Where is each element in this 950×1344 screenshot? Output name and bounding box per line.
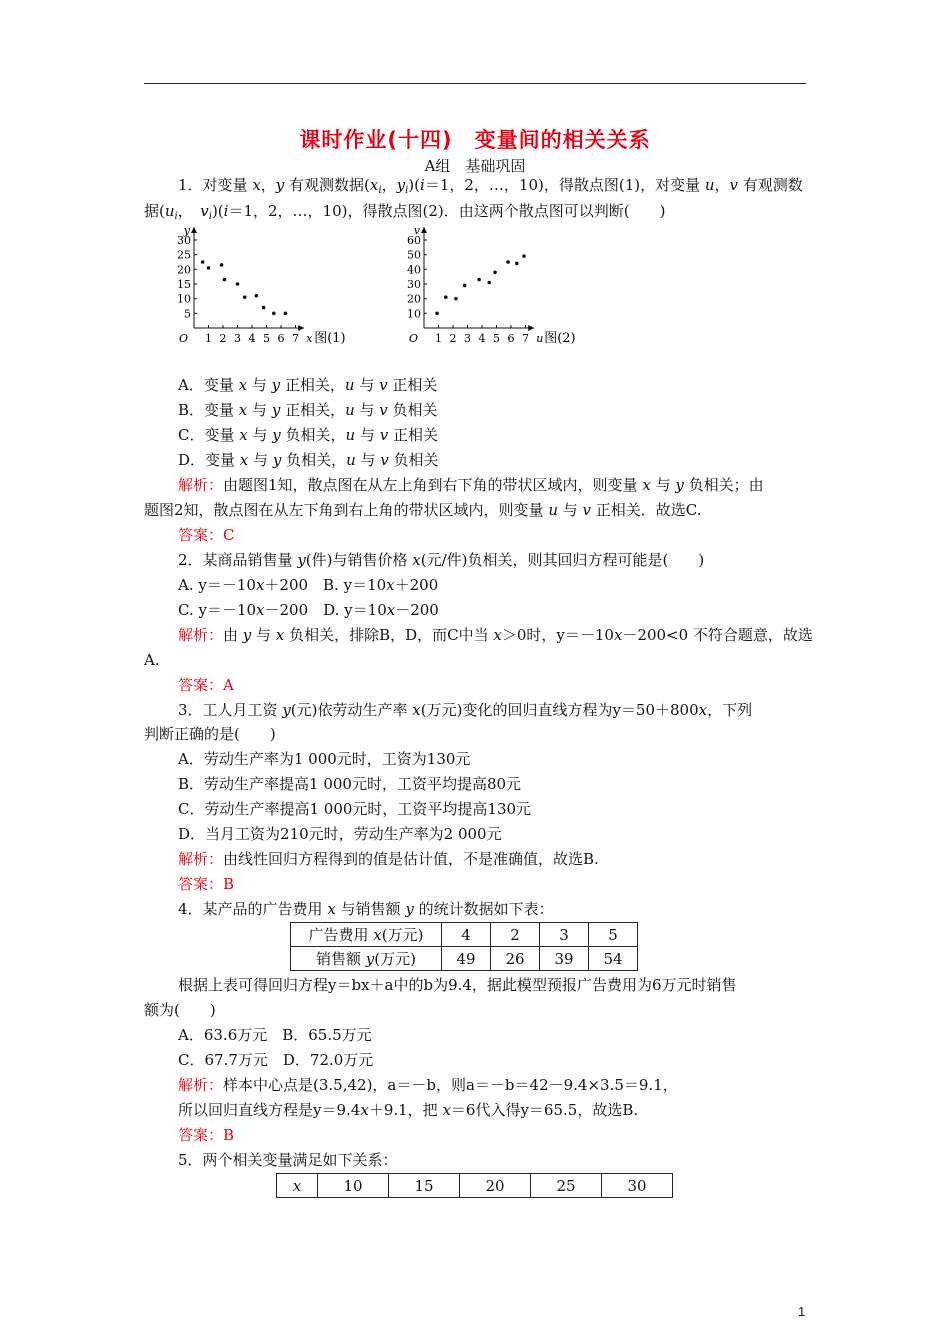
x-axis-label: u: [536, 332, 544, 345]
table-header-cell: 广告费用 x(万元): [291, 923, 442, 947]
q1-stem-line1: 1．对变量 x，y 有观测数据($x_i$，$y_i)(i=1$，2，…，10)，得散点图(1)，对变量 u，v 有观测数: [178, 176, 803, 196]
q4-continuation-line1: 根据上表可得回归方程y＝bx＋a中的b为9.4，据此模型预报广告费用为6万元时销售: [178, 976, 737, 994]
q1-option-d: D．变量 x 与 y 负相关，u 与 v 负相关: [178, 451, 439, 469]
header-rule: [144, 83, 806, 84]
table-cell: 26: [491, 947, 540, 971]
table-cell: 25: [531, 1174, 602, 1198]
q2-stem: 2．某商品销售量 y(件)与销售价格 x(元/件)负相关，则其回归方程可能是( ): [178, 551, 705, 569]
table-cell: 20: [460, 1174, 531, 1198]
data-point: [272, 312, 276, 316]
q1-analysis-line1: 解析：由题图1知，散点图在从左上角到右下角的带状区域内，则变量 x 与 y 负相关；由: [178, 476, 764, 494]
q5-data-table: [276, 1173, 673, 1198]
y-tick-label: 30: [177, 234, 191, 247]
q3-analysis: 解析：由线性回归方程得到的值是估计值，不是准确值，故选B.: [178, 850, 599, 868]
y-tick-label: 20: [407, 292, 421, 306]
data-point: [506, 260, 510, 264]
y-axis-label: y: [183, 224, 190, 237]
data-point: [444, 295, 448, 299]
chart-title: 图(1): [314, 331, 346, 346]
q2-options-cd: C. y＝－10x－200 D. y＝10x－200: [178, 601, 439, 619]
x-tick-label: 1: [205, 332, 212, 345]
q5-stem: 5．两个相关变量满足如下关系：: [178, 1151, 398, 1169]
q4-answer: 答案：B: [178, 1126, 235, 1144]
page-number: 1: [798, 1304, 806, 1319]
table-cell: 39: [540, 947, 589, 971]
table-cell: 4: [442, 923, 491, 947]
y-tick-label: 30: [407, 278, 421, 291]
y-tick-label: 20: [177, 263, 191, 277]
data-point: [262, 306, 266, 310]
x-tick-label: 3: [464, 332, 471, 345]
q1-stem-line2: 据($u_i$， $v_i)(i=1$，2，…，10)，得散点图(2)．由这两个散点图可以判断( ): [144, 202, 666, 222]
q4-continuation-line2: 额为( ): [144, 1001, 216, 1019]
table-cell: 54: [589, 947, 638, 971]
x-axis-arrow: [528, 325, 534, 331]
data-point: [487, 281, 491, 285]
x-tick-label: 6: [507, 332, 515, 345]
data-point: [223, 278, 227, 282]
data-point: [515, 262, 519, 266]
y-tick-label: 25: [177, 248, 191, 262]
table-cell: 10: [318, 1174, 389, 1198]
x-tick-label: 3: [234, 332, 241, 345]
table-header-cell: x: [277, 1174, 318, 1198]
q2-options-ab: A. y＝－10x＋200 B. y＝10x＋200: [178, 576, 439, 594]
q3-option-d: D．当月工资为210元时，劳动生产率为2 000元: [178, 825, 502, 843]
data-point: [207, 266, 211, 270]
q3-option-a: A．劳动生产率为1 000元时，工资为130元: [178, 750, 471, 768]
x-tick-label: 6: [277, 332, 285, 345]
origin-label: O: [408, 332, 418, 345]
q4-analysis-line1: 解析：样本中心点是(3.5,42)，a＝－b，则a＝－b＝42－9.4×3.5＝9.1，: [178, 1076, 678, 1094]
data-point: [463, 284, 467, 288]
y-tick-label: 15: [177, 278, 191, 291]
q1-analysis-line2: 题图2知，散点图在从左下角到右上角的带状区域内，则变量 u 与 v 正相关．故选C.: [144, 501, 702, 519]
q4-options-ab: A．63.6万元 B．65.5万元: [178, 1026, 372, 1044]
x-tick-label: 5: [493, 332, 500, 345]
scatter-plot-2: [398, 224, 598, 352]
data-point: [522, 254, 526, 258]
group-heading: A组 基础巩固: [424, 157, 526, 175]
q4-analysis-line2: 所以回归直线方程是y＝9.4x＋9.1，把 x＝6代入得y＝65.5，故选B.: [178, 1101, 639, 1119]
data-point: [435, 312, 439, 316]
x-tick-label: 2: [449, 332, 457, 345]
q3-answer: 答案：B: [178, 875, 235, 893]
y-axis-arrow: [421, 227, 427, 233]
data-point: [454, 297, 458, 301]
x-tick-label: 1: [435, 332, 442, 345]
q3-option-c: C．劳动生产率提高1 000元时，工资平均提高130元: [178, 800, 532, 818]
y-tick-label: 50: [407, 248, 421, 262]
table-row: [291, 923, 638, 947]
data-point: [255, 294, 259, 298]
q3-option-b: B．劳动生产率提高1 000元时，工资平均提高80元: [178, 775, 522, 793]
q4-options-cd: C．67.7万元 D．72.0万元: [178, 1051, 374, 1069]
data-point: [236, 282, 240, 286]
origin-label: O: [178, 332, 188, 345]
x-tick-label: 5: [263, 332, 270, 345]
y-axis-label: v: [413, 224, 420, 237]
table-cell: 2: [491, 923, 540, 947]
data-point: [243, 295, 247, 299]
x-tick-label: 4: [478, 332, 486, 345]
y-tick-label: 10: [177, 292, 191, 306]
x-axis-arrow: [298, 325, 304, 331]
data-point: [220, 263, 224, 267]
table-header-cell: 销售额 y(万元): [291, 947, 442, 971]
x-tick-label: 2: [219, 332, 227, 345]
x-tick-label: 4: [248, 332, 256, 345]
q1-option-c: C．变量 x 与 y 负相关，u 与 v 正相关: [178, 426, 439, 444]
q2-analysis-line2: A.: [144, 651, 160, 669]
table-row: [291, 947, 638, 971]
q1-option-b: B．变量 x 与 y 正相关，u 与 v 负相关: [178, 401, 438, 419]
data-point: [284, 312, 288, 316]
y-tick-label: 40: [407, 263, 421, 277]
x-axis-label: x: [306, 332, 313, 345]
q4-stem: 4．某产品的广告费用 x 与销售额 y 的统计数据如下表：: [178, 900, 554, 918]
q1-option-a: A．变量 x 与 y 正相关，u 与 v 正相关: [178, 376, 438, 394]
q4-data-table: [290, 922, 638, 971]
q3-stem-line1: 3．工人月工资 y(元)依劳动生产率 x(万元)变化的回归直线方程为y＝50＋800x，下列: [178, 701, 753, 719]
y-tick-label: 10: [407, 307, 421, 321]
table-cell: 30: [602, 1174, 673, 1198]
x-tick-label: 7: [292, 332, 299, 345]
data-point: [201, 260, 205, 264]
y-tick-label: 60: [407, 234, 421, 247]
table-cell: 15: [389, 1174, 460, 1198]
q1-answer: 答案：C: [178, 526, 235, 544]
y-axis-arrow: [191, 227, 197, 233]
chart-title: 图(2): [544, 331, 576, 346]
q2-answer: 答案：A: [178, 676, 234, 694]
table-row: [277, 1174, 673, 1198]
data-point: [493, 270, 497, 274]
q2-analysis-line1: 解析：由 y 与 x 负相关，排除B，D，而C中当 x＞0时，y＝－10x－200<0 不符合题意，故选: [178, 626, 813, 644]
table-cell: 49: [442, 947, 491, 971]
page-title: 课时作业(十四) 变量间的相关关系: [299, 128, 651, 152]
table-cell: 5: [589, 923, 638, 947]
x-tick-label: 7: [522, 332, 529, 345]
table-cell: 3: [540, 923, 589, 947]
q3-stem-line2: 判断正确的是( ): [144, 725, 276, 743]
scatter-plot-1: [168, 224, 368, 352]
y-tick-label: 5: [184, 307, 191, 321]
data-point: [477, 278, 481, 282]
